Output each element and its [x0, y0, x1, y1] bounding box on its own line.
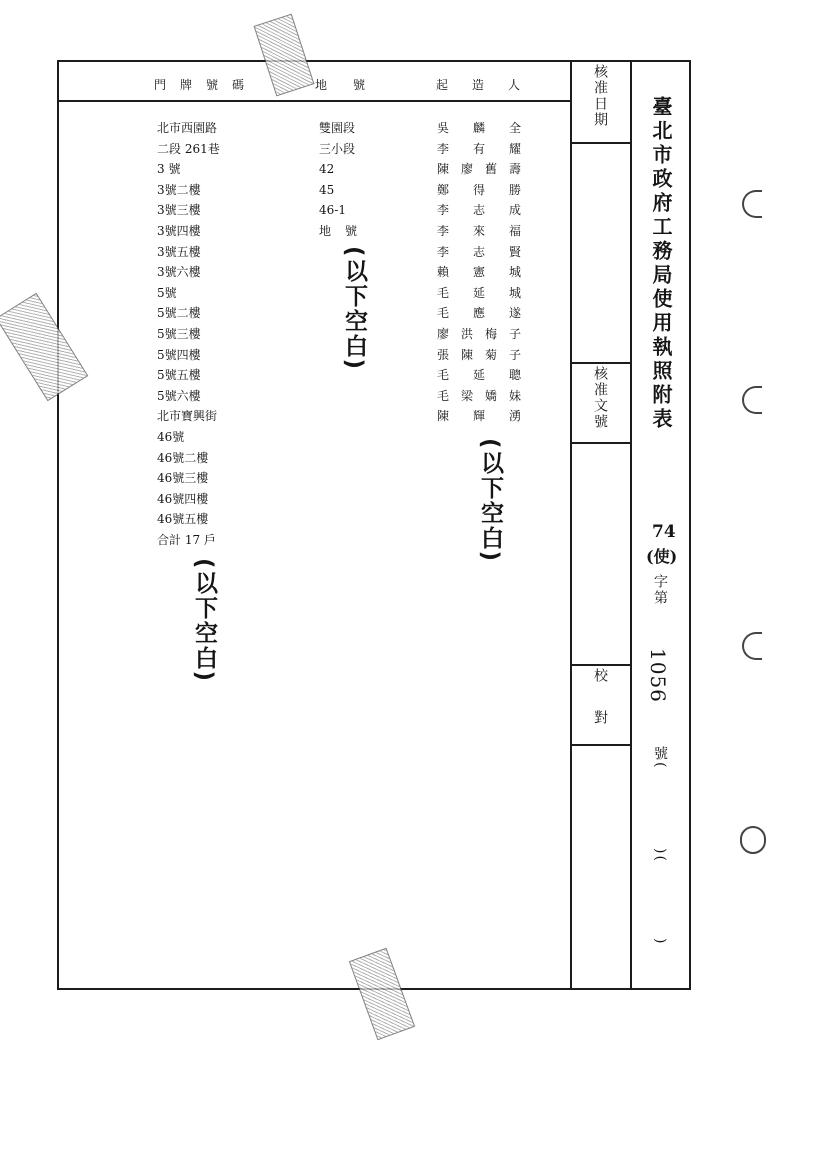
permit-number: 1056 — [646, 648, 670, 703]
address-item: 3號五樓 — [157, 244, 201, 259]
owner-item: 鄭得勝 — [437, 182, 546, 197]
address-item: 46號五樓 — [157, 512, 209, 527]
lot-item: 46-1 — [319, 203, 346, 218]
side-divider-2 — [570, 362, 630, 364]
address-item: 合計 17 戶 — [157, 532, 216, 547]
binder-hole — [742, 632, 762, 660]
owner-item: 李志成 — [437, 203, 546, 218]
owner-item: 毛梁嬌妹 — [437, 388, 534, 403]
owner-item: 毛延聰 — [437, 368, 546, 383]
blank-mark-owners: (以下空白) — [477, 438, 503, 564]
approval-date-label: 核准日期 — [592, 64, 608, 128]
binder-hole — [742, 386, 762, 414]
document-title: 臺北市政府工務局使用執照附表 — [649, 96, 673, 432]
lot-item: 雙園段 — [319, 121, 356, 135]
address-item: 46號三樓 — [157, 471, 209, 486]
address-item: 3號四樓 — [157, 223, 201, 238]
side-divider-4 — [570, 664, 630, 666]
form-frame — [57, 60, 691, 990]
address-item: 北市西園路 — [157, 121, 218, 135]
owner-list — [437, 118, 545, 427]
approval-number-label: 核准文號 — [592, 366, 608, 430]
owner-item: 張陳菊子 — [437, 347, 534, 362]
lot-item: 地號 — [319, 223, 372, 238]
address-item: 5號二樓 — [157, 306, 201, 321]
side-column-left-border — [570, 60, 572, 990]
side-divider-1 — [570, 142, 630, 144]
address-item: 二段 261巷 — [157, 141, 220, 156]
blank-mark-lots: (以下空白) — [341, 246, 367, 372]
owner-item: 吳麟全 — [437, 121, 546, 135]
permit-year: 74 — [652, 522, 676, 542]
permit-word: 字第 — [652, 574, 668, 606]
address-item: 3號六樓 — [157, 265, 201, 280]
header-address: 門牌號碼 — [154, 78, 259, 92]
address-item: 5號 — [157, 285, 177, 300]
permit-tail-2: ) — [652, 938, 668, 946]
owner-item: 賴憲城 — [437, 265, 546, 280]
address-item: 46號 — [157, 429, 185, 444]
owner-item: 陳廖舊壽 — [437, 162, 534, 177]
binder-hole — [742, 190, 762, 218]
owner-item: 李來福 — [437, 223, 546, 238]
lot-item: 45 — [319, 182, 335, 197]
blank-mark-addresses: (以下空白) — [191, 558, 217, 684]
address-item: 5號六樓 — [157, 388, 201, 403]
lot-item: 三小段 — [319, 141, 356, 156]
address-item: 3號三樓 — [157, 203, 201, 218]
address-item: 3號二樓 — [157, 182, 201, 197]
address-item: 5號三樓 — [157, 326, 201, 341]
header-lot: 地號 — [315, 78, 392, 92]
binder-hole — [740, 826, 766, 854]
owner-item: 李志賢 — [437, 244, 546, 259]
permit-suffix: 號( — [652, 746, 668, 770]
permit-type: (使) — [646, 547, 678, 566]
address-item: 46號四樓 — [157, 491, 209, 506]
address-item: 北市寶興街 — [157, 409, 218, 424]
permit-tail-1: )( — [652, 848, 668, 863]
owner-item: 毛延城 — [437, 285, 546, 300]
address-item: 5號五樓 — [157, 368, 201, 383]
owner-item: 廖洪梅子 — [437, 326, 534, 341]
header-builder: 起造人 — [436, 78, 545, 92]
address-item: 3 號 — [157, 162, 181, 177]
address-item: 5號四樓 — [157, 347, 201, 362]
header-divider — [57, 100, 571, 102]
address-list — [157, 118, 220, 550]
lot-list — [319, 118, 371, 242]
side-divider-3 — [570, 442, 630, 444]
owner-item: 毛應遂 — [437, 306, 546, 321]
address-item: 46號二樓 — [157, 450, 209, 465]
lot-item: 42 — [319, 162, 335, 177]
owner-item: 陳輝湧 — [437, 409, 546, 424]
proofread-label: 校對 — [592, 668, 608, 752]
owner-item: 李有耀 — [437, 141, 546, 156]
side-column-right-border — [630, 60, 632, 990]
